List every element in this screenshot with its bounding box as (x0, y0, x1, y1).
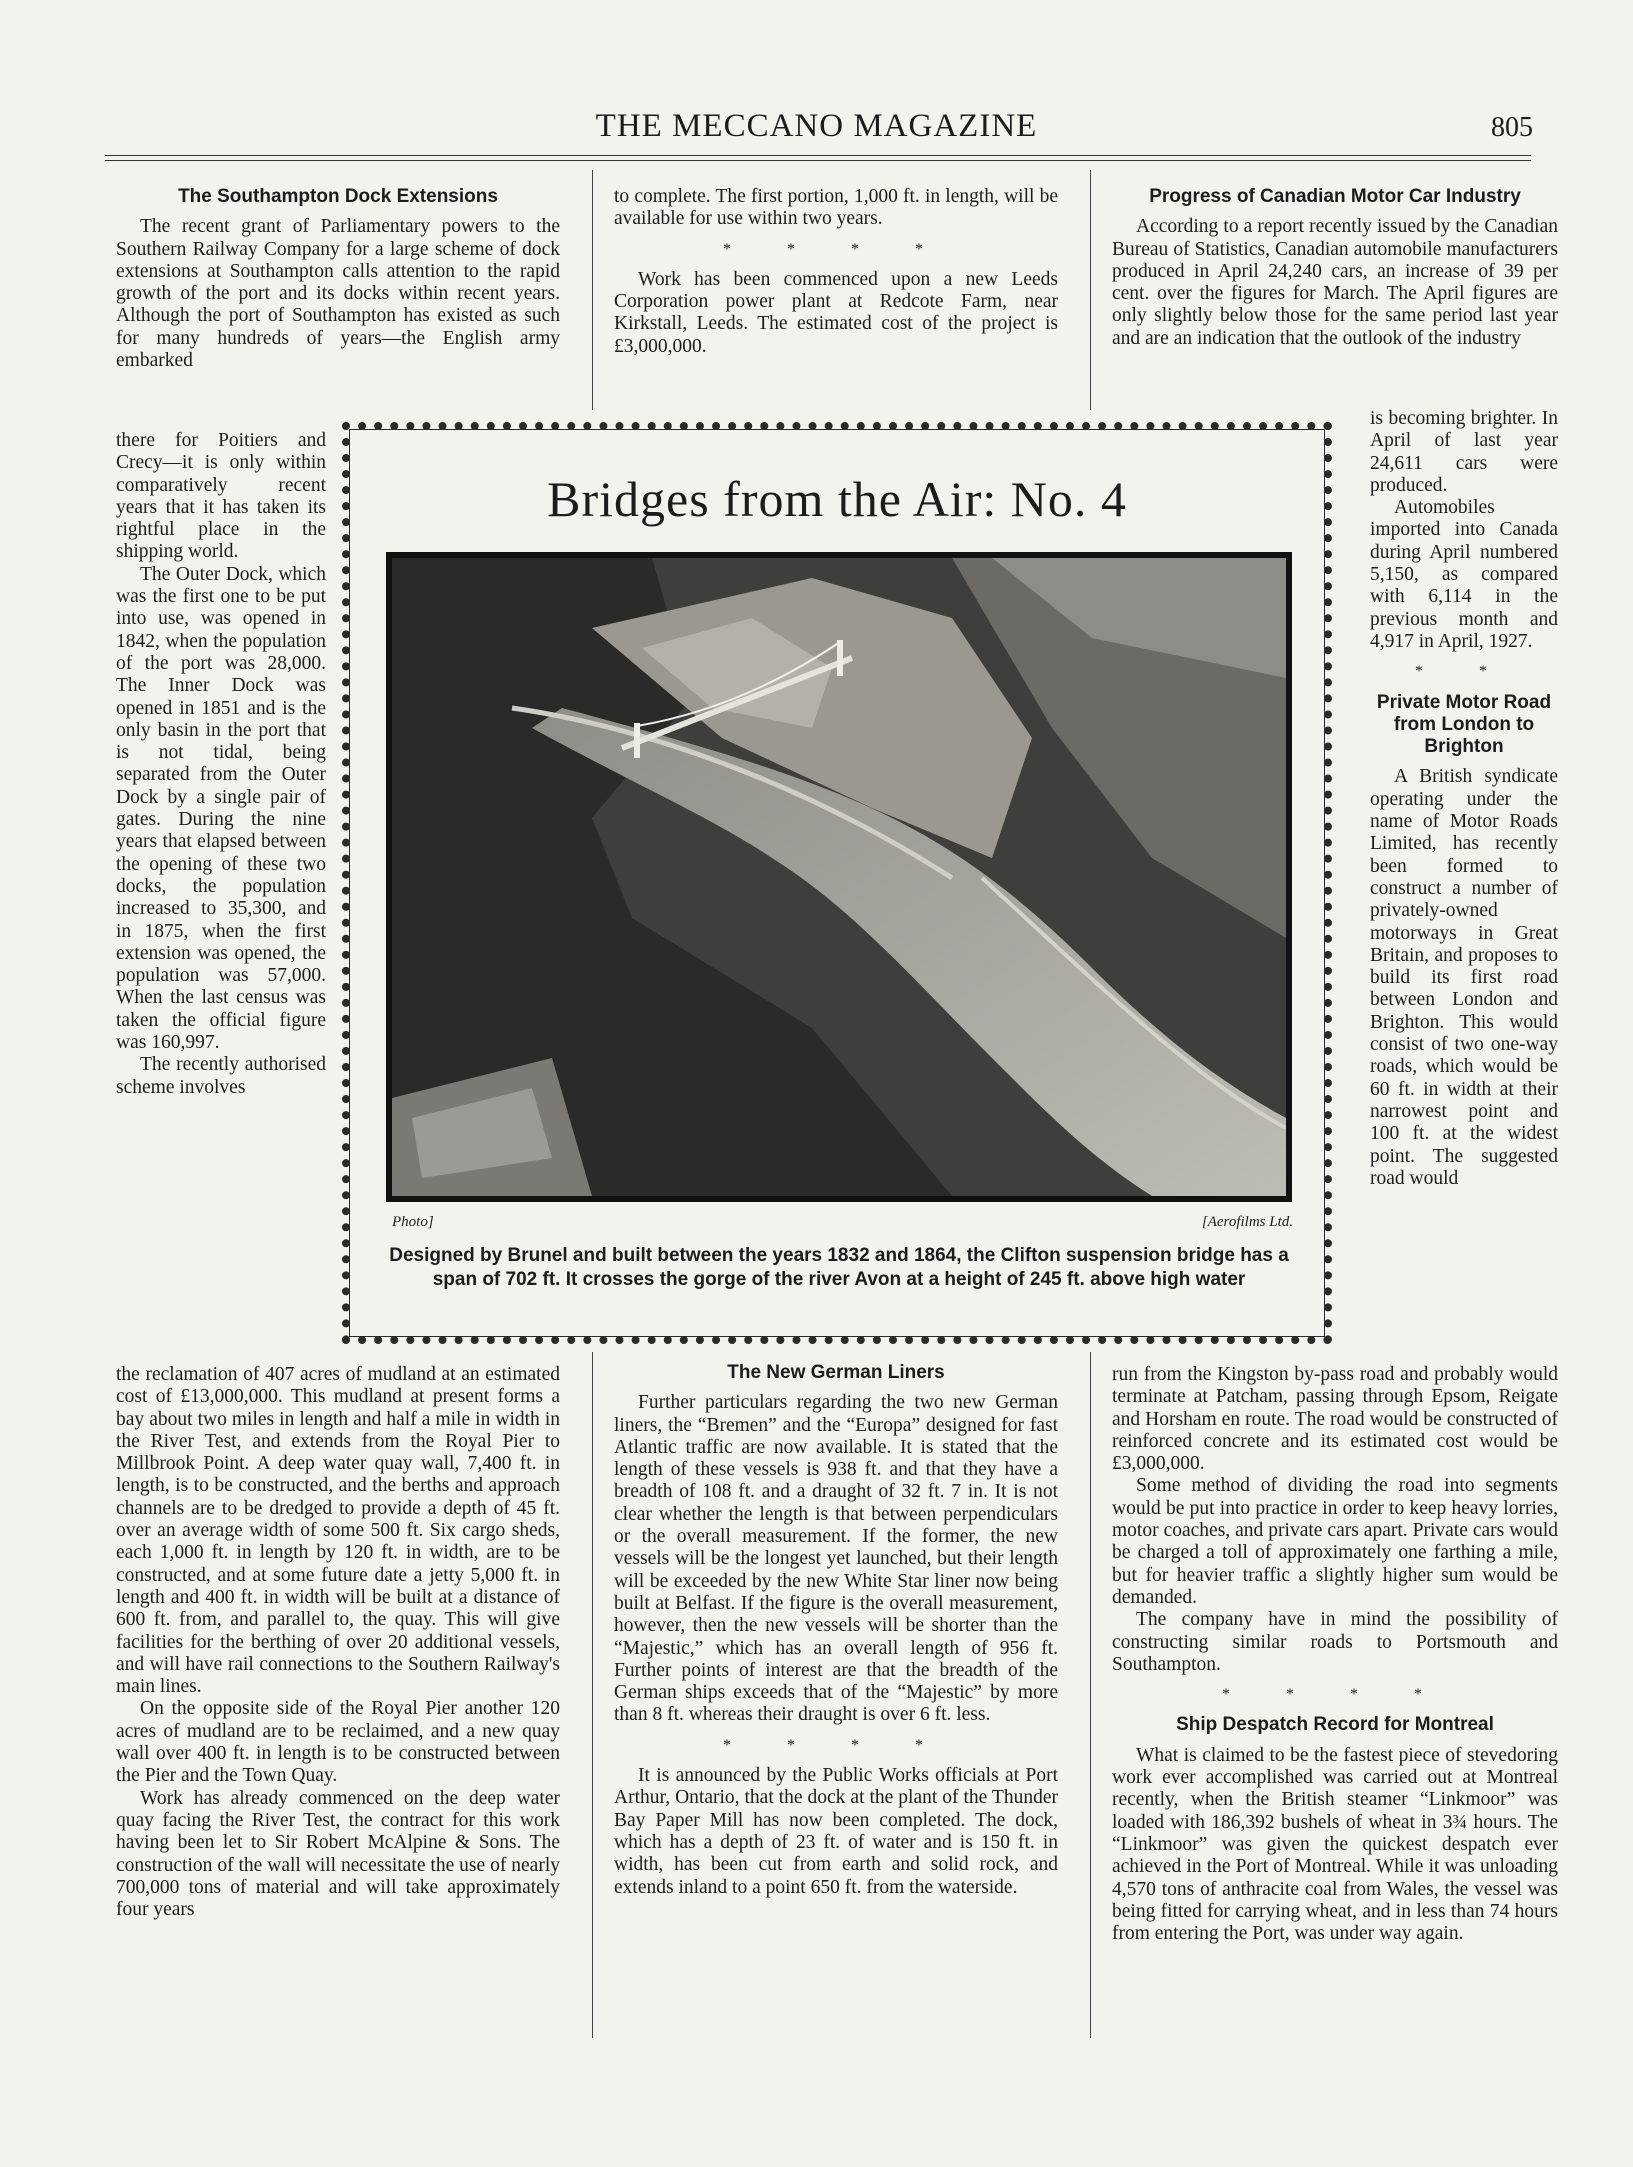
paragraph: The recently authorised scheme involves (116, 1054, 326, 1098)
column-divider (592, 170, 593, 410)
article-southampton-cont (116, 1364, 560, 1921)
column-divider (1090, 170, 1091, 410)
paragraph: to complete. The first portion, 1,000 ft. in length, will be available for use within two years. (614, 186, 1058, 230)
paragraph: Automobiles imported into Canada during April numbered 5,150, as compared with 6,114 in the previous month and 4,917 in April, 1927. (1370, 497, 1558, 652)
paragraph: Work has been commenced upon a new Leeds Corporation power plant at Redcote Farm, near Kirkstall, Leeds. The estimated cost of the project is £3,000,000. (614, 268, 1058, 357)
article-col2-top (614, 186, 1058, 358)
paragraph: It is announced by the Public Works officials at Port Arthur, Ontario, that the dock at the plant of the Thunder Bay Paper Mill has now been completed. The dock, which has a depth of 23 ft. of water and is 150 ft. in width, has been cut from earth and solid rock, and extends inland to a point 650 ft. from the waterside. (614, 1765, 1058, 1898)
article-canadian-motor (1112, 186, 1558, 350)
article-heading: Private Motor Road from London to Brighton (1376, 691, 1552, 758)
figure-title: Bridges from the Air: No. 4 (547, 471, 1127, 527)
aerial-photo-drawing (392, 558, 1286, 1196)
paragraph: there for Poitiers and Crecy—it is only within comparatively recent years that it has taken its rightful place in the shipping world. (116, 430, 326, 563)
header-rule-2 (105, 160, 1531, 161)
aerial-photo-clifton-bridge (386, 552, 1292, 1202)
paragraph: Some method of dividing the road into segments would be put into practice in order to keep heavy lorries, motor coaches, and private cars apart. Private cars would be charged a toll of approximately one farthing a mile, but for heavier traffic a slightly higher sum would be demanded. (1112, 1475, 1558, 1608)
paragraph: is becoming brighter. In April of last year 24,611 cars were produced. (1370, 408, 1558, 496)
article-heading: The Southampton Dock Extensions (178, 186, 498, 207)
paragraph: The company have in mind the possibility of constructing similar roads to Portsmouth and Southampton. (1112, 1609, 1558, 1675)
page-number: 805 (1491, 112, 1533, 143)
paragraph: A British syndicate operating under the name of Motor Roads Limited, has recently been formed to construct a number of privately-owned motorways in Great Britain, and proposes to build its first road between London and Brighton. This would consist of two one-way roads, which would be 60 ft. in width at their narrowest point and 100 ft. at the widest point. The suggested road would (1370, 766, 1558, 1189)
separator-stars: * * * * (723, 1736, 949, 1754)
paragraph: On the opposite side of the Royal Pier another 120 acres of mudland are to be reclaimed, and a new quay wall over 400 ft. in length is to be constructed between the Pier and the Town Quay. (116, 1698, 560, 1787)
paragraph: Work has already commenced on the deep water quay facing the River Test, the contract for this work having been let to Sir Robert McAlpine & Sons. The construction of the wall will necessitate the use of nearly 700,000 tons of material and will take approximately four years (116, 1787, 560, 1921)
paragraph: Further particulars regarding the two new German liners, the “Bremen” and the “Europa” designed for fast Atlantic traffic are now available. It is stated that the length of these vessels is 938 ft. and that they have a breadth of 108 ft. and a draught of 32 ft. 7 in. It is not clear whether the length is that between perpendiculars or the overall measurement. If the former, the new vessels will be the longest yet launched, but their length will be exceeded by the new White Star liner now being built at Belfast. If the figure is the overall measurement, however, then the new vessels will be shorter than the “Majestic,” which has an overall length of 956 ft. Further points of interest are that the breadth of the German ships exceeds that of the “Majestic” by more than 8 ft. whereas their draught is over 6 ft. less. (614, 1392, 1058, 1726)
column-divider (592, 1352, 593, 2038)
article-motor-road-cont (1112, 1364, 1558, 1945)
paragraph: run from the Kingston by-pass road and probably would terminate at Patcham, passing through Epsom, Reigate and Horsham en route. The road would be constructed of reinforced concrete and its estimated cost would be £3,000,000. (1112, 1364, 1558, 1475)
header-rule (105, 155, 1531, 156)
photo-credit-left: Photo] (392, 1214, 434, 1230)
article-heading: Progress of Canadian Motor Car Industry (1149, 186, 1521, 207)
article-canadian-motor-narrow (1370, 408, 1558, 1190)
article-southampton-narrow (116, 430, 326, 1099)
magazine-title: THE MECCANO MAGAZINE (595, 108, 1038, 144)
column-divider (1090, 1352, 1091, 2038)
article-southampton (116, 186, 560, 372)
paragraph: the reclamation of 407 acres of mudland at an estimated cost of £13,000,000. This mudland at present forms a bay about two miles in length and half a mile in width in the River Test, and extends from the Royal Pier to Millbrook Point. A deep water quay wall, 7,400 ft. in length, is to be constructed, and the berths and approach channels are to be dredged to provide a depth of 45 ft. over an average width of some 500 ft. Six cargo sheds, each 1,000 ft. in length by 120 ft. in width, are to be constructed, and at some future date a jetty 5,000 ft. in length and 400 ft. in width will be built at a distance of 600 ft. from, and parallel to, the quay. This will give facilities for the berthing of over 20 additional vessels, and will have rail connections to the Southern Railway's main lines. (116, 1364, 560, 1698)
separator-stars: * * * * (1222, 1686, 1448, 1704)
separator-stars: * * (1415, 663, 1513, 681)
article-heading: Ship Despatch Record for Montreal (1176, 1714, 1494, 1736)
article-german-liners (614, 1362, 1058, 1899)
paragraph: What is claimed to be the fastest piece of stevedoring work ever accomplished was carried out at Montreal recently, when the British steamer “Linkmoor” was loaded with 186,392 bushels of wheat in 3¾ hours. The “Linkmoor” was given the quickest despatch ever achieved in the Port of Montreal. While it was unloading 4,570 tons of anthracite coal from Wales, the vessel was being fitted for carrying wheat, and in less than 74 hours from entering the Port, was under way again. (1112, 1744, 1558, 1945)
photo-credit-right: [Aerofilms Ltd. (1201, 1214, 1293, 1230)
separator-stars: * * * * (723, 240, 949, 258)
paragraph: The recent grant of Parliamentary powers to the Southern Railway Company for a large scheme of dock extensions at Southampton calls attention to the rapid growth of the port and its docks within recent years. Although the port of Southampton has existed as such for many hundreds of years—the English army embarked (116, 216, 560, 372)
paragraph: The Outer Dock, which was the first one to be put into use, was opened in 1842, when the population of the port was 28,000. The Inner Dock was opened in 1851 and is the only basin in the port that is not tidal, being separated from the Outer Dock by a single pair of gates. During the nine years that elapsed between the opening of these two docks, the population increased to 35,300, and in 1875, when the first extension was opened, the population was 57,000. When the last census was taken the official figure was 160,997. (116, 563, 326, 1054)
paragraph: According to a report recently issued by the Canadian Bureau of Statistics, Canadian automobile manufacturers produced in April 24,240 cars, an increase of 39 per cent. over the figures for March. The April figures are only slightly below those for the same period last year and are an indication that the outlook of the industry (1112, 216, 1558, 349)
figure-caption: Designed by Brunel and built between the years 1832 and 1864, the Clifton suspension bridge has a span of 702 ft. It crosses the gorge of the river Avon at a height of 245 ft. above high water (389, 1245, 1289, 1290)
article-heading: The New German Liners (727, 1362, 945, 1383)
